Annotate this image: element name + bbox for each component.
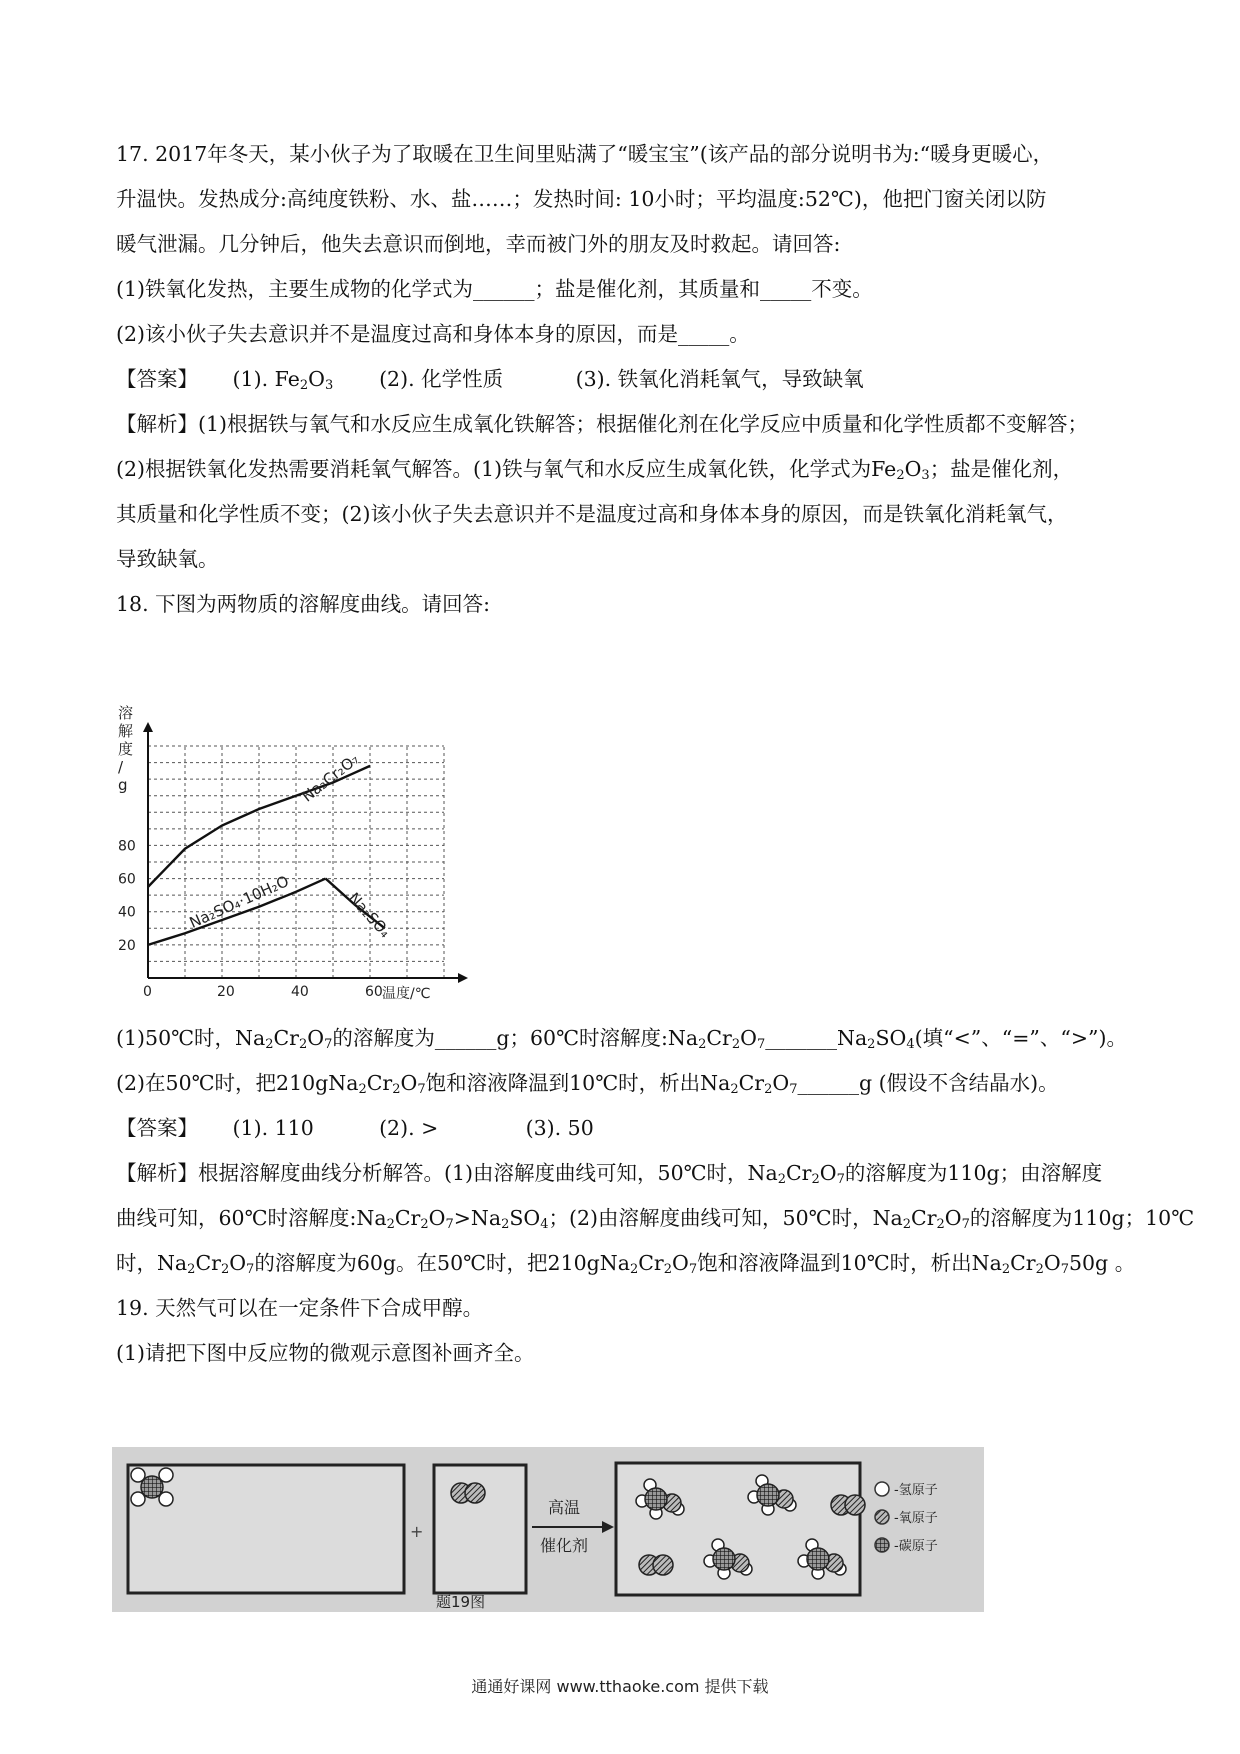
- arrow-condition-top: 高温: [548, 1498, 581, 1517]
- q17-analysis-2: (2)根据铁氧化发热需要消耗氧气解答。(1)铁与氧气和水反应生成氧化铁，化学式为$Fe_2O_3$；盐是催化剂，: [116, 457, 1074, 483]
- y-axis-label-text: 溶解度/ g: [118, 704, 134, 794]
- q18-part1: (1)50℃时，$Na_2Cr_2O_7$的溶解度为______g；60℃时溶解度$:Na_2Cr_2O_7\_\_\_\_\_\_\_Na_2SO_4$(填“<”、“=”、“>”)。: [116, 1026, 1128, 1052]
- carbon-atom: [757, 1484, 779, 1506]
- series-label-1: Na₂SO₄·10H₂O: [186, 872, 292, 932]
- y-tick-label: 80: [118, 838, 136, 855]
- carbon-atom: [807, 1548, 829, 1570]
- solubility-chart: [112, 700, 472, 1010]
- answer-label: 【答案】: [116, 367, 198, 391]
- answer-2: (2). 化学性质: [379, 367, 504, 391]
- series-label-0: Na₂Cr₂O₇: [298, 750, 363, 806]
- answer-1: (1). $Fe_2O_3$: [232, 367, 334, 393]
- q19-part1: (1)请把下图中反应物的微观示意图补画齐全。: [116, 1341, 535, 1365]
- answer-3: (3). 50: [525, 1116, 594, 1140]
- q17-part2: (2)该小伙子失去意识并不是温度过高和身体本身的原因，而是_____。: [116, 322, 750, 346]
- q18-answer: [116, 1114, 1136, 1142]
- legend-oxygen-label: -氧原子: [894, 1511, 938, 1526]
- carbon-atom: [645, 1488, 667, 1510]
- y-tick-label: 60: [118, 871, 136, 888]
- x-tick-label: 40: [291, 984, 309, 1000]
- answer-1: (1). 110: [232, 1116, 314, 1140]
- x-tick-label: 20: [217, 984, 235, 1000]
- carbon-atom: [141, 1476, 163, 1498]
- q17-analysis-3: 其质量和化学性质不变；(2)该小伙子失去意识并不是温度过高和身体本身的原因，而是铁氧化消耗氧气，: [116, 502, 1068, 526]
- oxygen-atom: [653, 1555, 673, 1575]
- q17-line1: 17. 2017年冬天，某小伙子为了取暖在卫生间里贴满了“暖宝宝”(该产品的部分说明书为:“暖身更暖心，: [116, 142, 1054, 166]
- legend-hydrogen-icon: [875, 1482, 889, 1496]
- chart-axes: [143, 722, 468, 983]
- y-axis-label: [118, 704, 133, 794]
- oxygen-molecule: [451, 1483, 485, 1503]
- plus-sign: +: [410, 1522, 424, 1541]
- legend-oxygen-icon: [875, 1510, 889, 1524]
- q18-stem: 18. 下图为两物质的溶解度曲线。请回答:: [116, 592, 491, 616]
- arrow-condition-bottom: 催化剂: [540, 1536, 589, 1555]
- chart-ticks: [118, 838, 383, 1000]
- x-tick-label: 60: [365, 984, 383, 1000]
- q19-stem: 19. 天然气可以在一定条件下合成甲醇。: [116, 1296, 484, 1320]
- legend-carbon-label: -碳原子: [894, 1539, 938, 1554]
- q17-answer: [116, 365, 1136, 393]
- q17-line2: 升温快。发热成分:高纯度铁粉、水、盐……；发热时间: 10小时；平均温度:52℃)，他把门窗关闭以防: [116, 187, 1047, 211]
- answer-3: (3). 铁氧化消耗氧气，导致缺氧: [575, 367, 864, 391]
- oxygen-atom: [845, 1495, 865, 1515]
- q17-analysis-4: 导致缺氧。: [116, 547, 219, 571]
- legend-carbon-icon: [875, 1538, 889, 1552]
- diagram-caption: 题19图: [436, 1593, 486, 1611]
- legend-hydrogen-label: -氢原子: [894, 1483, 938, 1498]
- oxygen-atom: [465, 1483, 485, 1503]
- footer-credit: 通通好课网 www.tthaoke.com 提供下载: [471, 1677, 769, 1696]
- q17-analysis-1: 【解析】(1)根据铁与氧气和水反应生成氧化铁解答；根据催化剂在化学反应中质量和化学性质都不变解答；: [116, 412, 1089, 436]
- q18-analysis-1: 【解析】根据溶解度曲线分析解答。(1)由溶解度曲线可知，50℃时，$Na_2Cr_2O_7$的溶解度为110g；由溶解度: [116, 1161, 1103, 1187]
- answer-label: 【答案】: [116, 1116, 198, 1140]
- legend: [875, 1482, 938, 1554]
- q17-line3: 暖气泄漏。几分钟后，他失去意识而倒地，幸而被门外的朋友及时救起。请回答:: [116, 232, 841, 256]
- chart-grid: [148, 746, 444, 978]
- q18-analysis-3: 时，$Na_2Cr_2O_7$的溶解度为60g。在50℃时，把$210gNa_2Cr_2O_7$饱和溶液降温到10℃时，析出$Na_2Cr_2O_750g$ 。: [116, 1251, 1136, 1277]
- answer-2: (2). >: [379, 1116, 439, 1140]
- series-label-2: Na₂SO₄: [344, 889, 395, 942]
- x-tick-label: 0: [143, 984, 152, 1000]
- x-axis-arrow: [458, 973, 468, 983]
- carbon-atom: [713, 1548, 735, 1570]
- reaction-diagram: [112, 1447, 984, 1612]
- y-tick-label: 20: [118, 937, 136, 954]
- y-tick-label: 40: [118, 904, 136, 921]
- x-axis-label: 温度/℃: [382, 986, 431, 1002]
- q18-analysis-2: 曲线可知，60℃时溶解度$:Na_2Cr_2O_7>Na_2SO_4$；(2)由溶解度曲线可知，50℃时，$Na_2Cr_2O_7$的溶解度为110g；10℃: [116, 1206, 1195, 1232]
- q17-part1: (1)铁氧化发热，主要生成物的化学式为______；盐是催化剂，其质量和_____不变。: [116, 277, 873, 301]
- y-axis-arrow: [143, 722, 153, 732]
- q18-part2: (2)在50℃时，把$210gNa_2Cr_2O_7$饱和溶液降温到10℃时，析出$Na_2Cr_2O_7\_\_\_\_\_\_g$ (假设不含结晶水)。: [116, 1071, 1059, 1097]
- reactant-box-1: [128, 1465, 404, 1593]
